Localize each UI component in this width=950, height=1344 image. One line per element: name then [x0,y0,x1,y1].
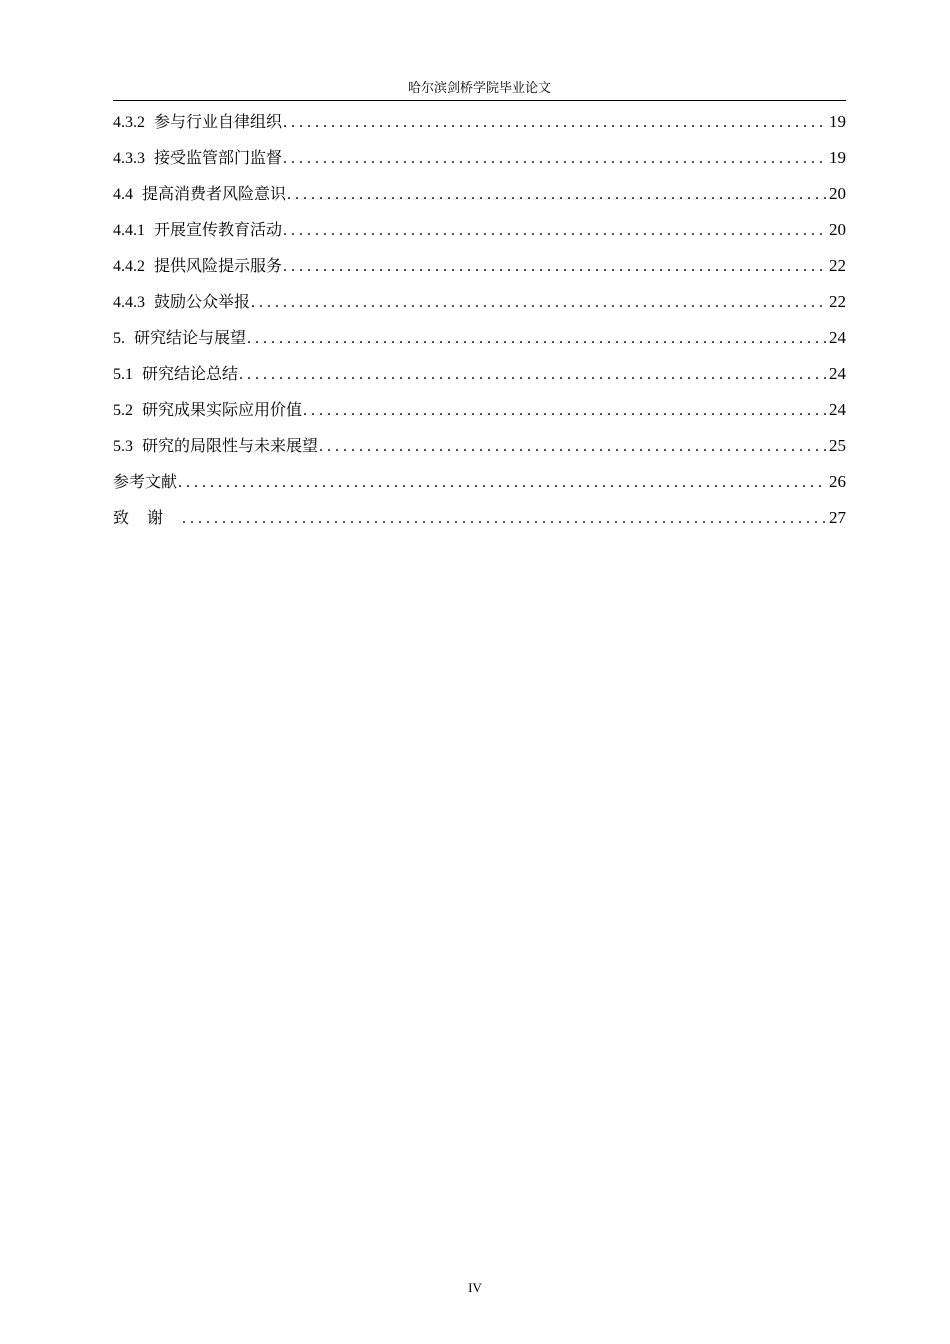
toc-dot-leader [182,501,827,537]
toc-entry-page: 24 [829,328,846,347]
running-header: 哈尔滨剑桥学院毕业论文 [407,81,551,96]
toc-entry[interactable] [113,428,846,464]
toc-entry-title: 接受监管部门监督 [154,148,283,167]
toc-entry-number: 4.4.1 [113,222,145,239]
toc-entry-title: 研究的局限性与未来展望 [142,436,319,455]
toc-entry-number: 4.4 [113,186,133,203]
toc-entry-page: 22 [829,292,846,311]
toc-dot-leader [239,357,827,393]
toc-entry-title: 开展宣传教育活动 [154,220,283,239]
toc-dot-leader [303,393,827,429]
toc-entry-page: 25 [829,436,846,455]
toc-dot-leader [283,105,827,141]
toc-entry-title: 提供风险提示服务 [154,256,283,275]
header-divider [113,100,846,101]
toc-entry-title: 研究结论与展望 [134,328,247,347]
toc-entry-number: 4.4.3 [113,294,145,311]
toc-entry-references[interactable] [113,464,846,500]
toc-entry-title: 鼓励公众举报 [154,292,251,311]
toc-entry[interactable] [113,284,846,320]
toc-entry-page: 27 [829,508,846,527]
toc-entry-title: 参考文献 [113,472,178,491]
toc-entry-page: 19 [829,148,846,167]
toc-entry-page: 24 [829,364,846,383]
toc-entry[interactable] [113,140,846,176]
toc-entry-page: 19 [829,112,846,131]
toc-entry-number: 4.4.2 [113,258,145,275]
toc-entry[interactable] [113,248,846,284]
toc-entry-acknowledgements[interactable] [113,500,846,536]
toc-dot-leader [283,213,827,249]
toc-entry-number: 4.3.3 [113,150,145,167]
toc-entry[interactable] [113,392,846,428]
toc-entry-page: 20 [829,184,846,203]
toc-entry[interactable] [113,176,846,212]
toc-dot-leader [287,177,827,213]
toc-entry-title: 研究成果实际应用价值 [142,400,303,419]
toc-entry-number: 5.2 [113,402,133,419]
toc-entry-number: 5.3 [113,438,133,455]
toc-entry[interactable] [113,356,846,392]
toc-dot-leader [251,285,827,321]
page-number: IV [468,1280,482,1295]
toc-entry[interactable] [113,104,846,140]
toc-entry[interactable] [113,212,846,248]
toc-entry-page: 26 [829,472,846,491]
toc-dot-leader [178,465,827,501]
toc-entry-title: 研究结论总结 [142,364,239,383]
toc-entry-title: 参与行业自律组织 [154,112,283,131]
toc-dot-leader [283,141,827,177]
toc-dot-leader [319,429,827,465]
toc-entry-title: 致谢 [113,508,182,527]
toc-entry-page: 20 [829,220,846,239]
toc-entry[interactable] [113,320,846,356]
toc-entry-page: 22 [829,256,846,275]
toc-dot-leader [283,249,827,285]
table-of-contents [113,104,846,536]
toc-entry-number: 4.3.2 [113,114,145,131]
toc-entry-title: 提高消费者风险意识 [142,184,287,203]
toc-dot-leader [247,321,827,357]
toc-entry-page: 24 [829,400,846,419]
toc-entry-number: 5. [113,330,125,347]
toc-entry-number: 5.1 [113,366,133,383]
